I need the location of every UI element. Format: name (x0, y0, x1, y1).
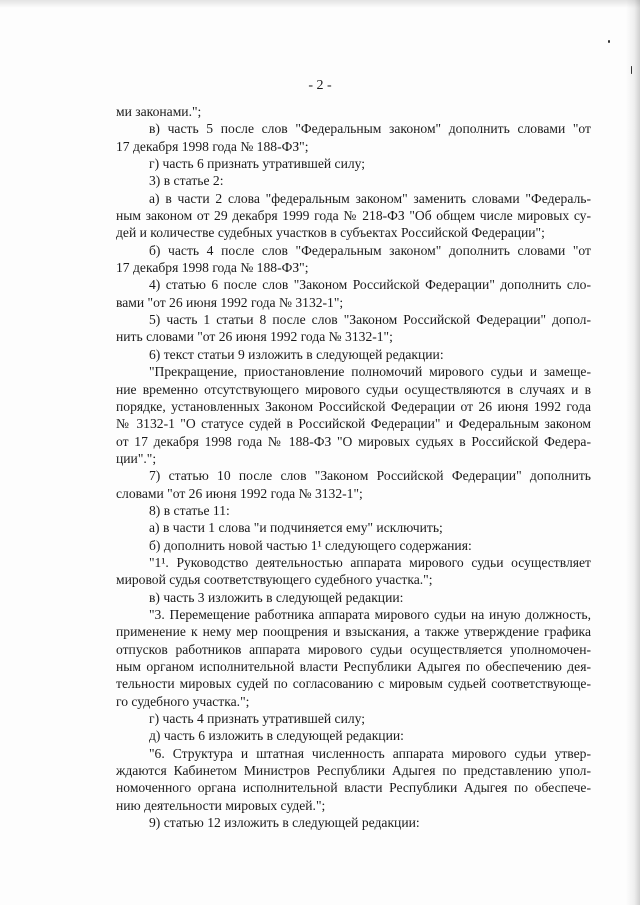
text-line: а) в части 2 слова "федеральным законом" заменить словами "Федераль- (149, 190, 591, 206)
text-line: тельности мировых судей по согласованию с мировым судьей соответствующе- (116, 676, 591, 692)
scan-speck (631, 66, 632, 74)
text-line: словами "от 26 июня 1992 года № 3132-1"; (116, 485, 363, 501)
text-line: а) в части 1 слова "и подчиняется ему" исключить; (149, 520, 443, 536)
text-line: 9) статью 12 изложить в следующей редакции: (149, 815, 420, 831)
text-line: 5) часть 1 статьи 8 после слов "Законом Российской Федерации" допол- (149, 312, 591, 328)
text-line: порядке, установленных Законом Российской Федерации от 26 июня 1992 года (116, 398, 591, 414)
text-line: б) часть 4 после слов "Федеральным законом" дополнить словами "от (149, 242, 591, 258)
text-line: 8) в статье 11: (149, 502, 230, 518)
text-line: 6) текст статьи 9 изложить в следующей редакции: (149, 346, 444, 362)
text-line: д) часть 6 изложить в следующей редакции: (149, 728, 404, 744)
text-line: г) часть 6 признать утратившей силу; (149, 156, 366, 172)
text-line: 7) статью 10 после слов "Законом Российской Федерации" дополнить (149, 468, 591, 484)
scan-shadow-top (0, 0, 640, 8)
text-line: "6. Структура и штатная численность аппарата мирового судьи утвер- (149, 745, 591, 761)
scan-speck (608, 40, 610, 43)
scan-shadow-right (626, 0, 640, 905)
text-line: "3. Перемещение работника аппарата мирового судьи на иную должность, (149, 606, 591, 622)
text-line: в) часть 3 изложить в следующей редакции: (149, 589, 404, 605)
text-line: от 17 декабря 1998 года № 188-ФЗ "О мировых судьях в Российской Федера- (116, 433, 591, 449)
document-body (116, 103, 591, 831)
text-line: ным органом исполнительной власти Республики Адыгея по обеспечению дея- (116, 659, 591, 674)
page-number: - 2 - (308, 78, 332, 93)
text-line: вами "от 26 июня 1992 года № 3132-1"; (116, 294, 344, 310)
text-line: ным законом от 29 декабря 1999 года № 218-ФЗ "Об общем числе мировых су- (116, 208, 591, 224)
text-line: ми законами."; (116, 104, 202, 119)
text-line: го судебного участка."; (116, 693, 250, 709)
text-line: 4) статью 6 после слов "Законом Российской Федерации" дополнить сло- (149, 277, 591, 293)
text-line: ждаются Кабинетом Министров Республики Адыгея по представлению упол- (116, 763, 591, 779)
text-line: применение к нему мер поощрения и взыскания, а также утверждение графика (116, 624, 591, 640)
text-line: "1¹. Руководство деятельностью аппарата мирового судьи осуществляет (149, 554, 591, 570)
text-line: 3) в статье 2: (149, 173, 224, 189)
text-line: г) часть 4 признать утратившей силу; (149, 711, 366, 727)
text-line: в) часть 5 после слов "Федеральным законом" дополнить словами "от (149, 121, 591, 137)
text-line: мировой судья соответствующего судебного участка."; (116, 572, 433, 588)
text-line: ние временно отсутствующего мирового судьи осуществляются в случаях и в (116, 381, 591, 397)
text-line: номоченного органа исполнительной власти Республики Адыгея по обеспече- (116, 780, 591, 796)
text-line: б) дополнить новой частью 1¹ следующего содержания: (149, 537, 472, 553)
text-line: нить словами "от 26 июня 1992 года № 3132-1"; (116, 329, 393, 345)
text-line: 17 декабря 1998 года № 188-ФЗ"; (116, 138, 309, 154)
text-line: нию деятельности мировых судей."; (116, 797, 326, 813)
text-line: № 3132-1 "О статусе судей в Российской Федерации" и Федеральным законом (116, 416, 591, 432)
text-line: дей и количестве судебных участков в субъектах Российской Федерации"; (116, 225, 545, 241)
text-line: 17 декабря 1998 года № 188-ФЗ"; (116, 260, 309, 276)
text-line: "Прекращение, приостановление полномочий мирового судьи и замеще- (149, 364, 591, 380)
text-line: ции"."; (116, 450, 157, 466)
text-line: отпусков работников аппарата мирового судьи осуществляется уполномочен- (116, 641, 591, 657)
